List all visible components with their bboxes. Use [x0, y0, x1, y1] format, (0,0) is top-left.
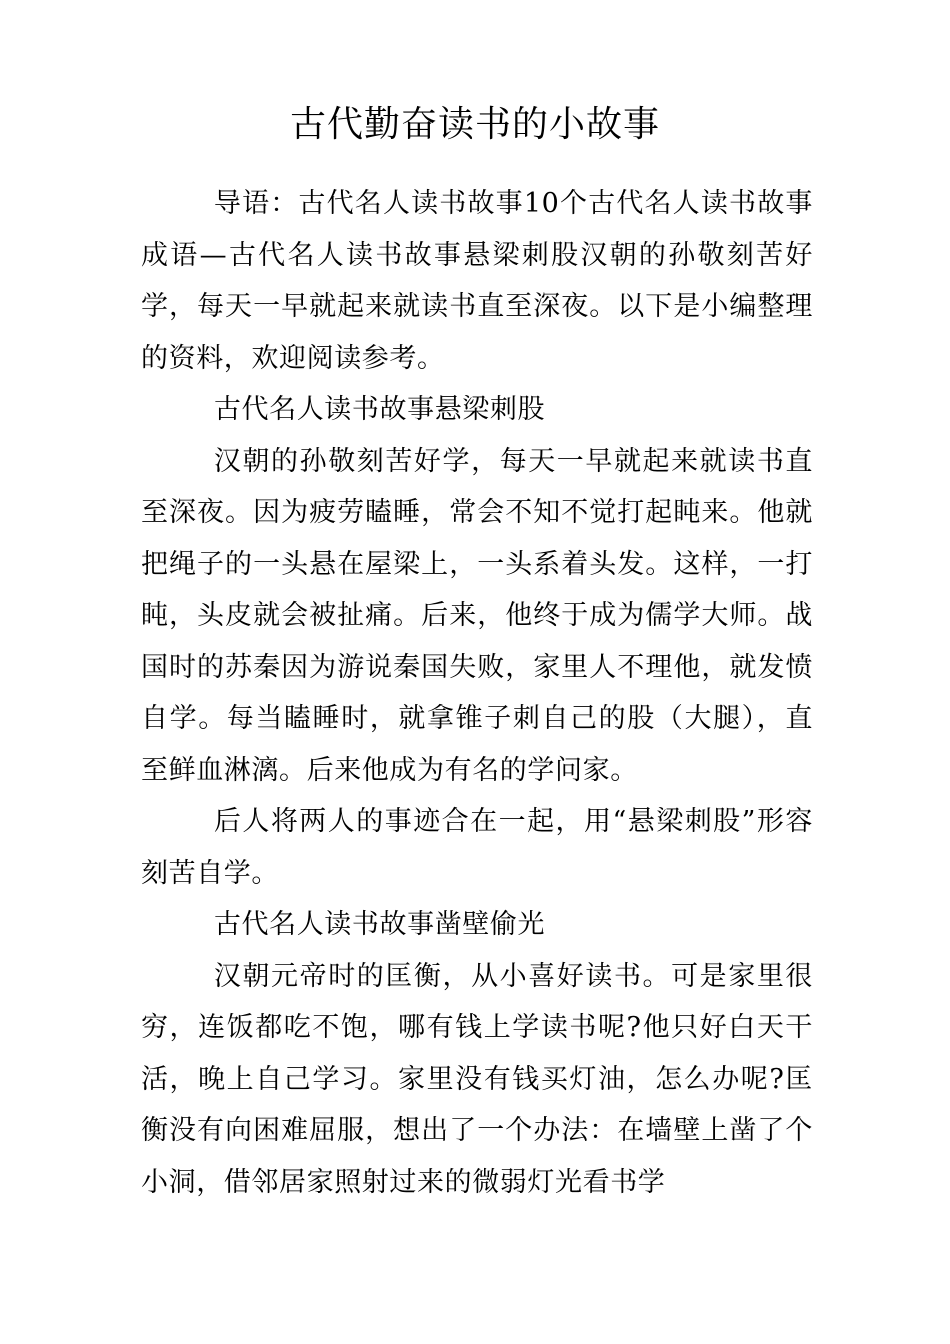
- document-body: [141, 178, 813, 1208]
- paragraph-xuanliang-story: 汉朝的孙敬刻苦好学，每天一早就起来就读书直至深夜。因为疲劳瞌睡，常会不知不觉打起盹来。他就把绳子的一头悬在屋梁上，一头系着头发。这样，一打盹，头皮就会被扯痛。后来，他终于成为儒学大师。战国时的苏秦因为游说秦国失败，家里人不理他，就发愤自学。每当瞌睡时，就拿锥子刺自己的股（大腿），直至鲜血淋漓。后来他成为有名的学问家。: [141, 445, 813, 786]
- paragraph-zaobi-story: 汉朝元帝时的匡衡，从小喜好读书。可是家里很穷，连饭都吃不饱，哪有钱上学读书呢?他只好白天干活，晚上自己学习。家里没有钱买灯油，怎么办呢?匡衡没有向困难屈服，想出了一个办法：在墙壁上凿了个小洞，借邻居家照射过来的微弱灯光看书学: [141, 960, 813, 1198]
- paragraph-intro: 导语：古代名人读书故事10个古代名人读书故事成语—古代名人读书故事悬梁刺股汉朝的孙敬刻苦好学，每天一早就起来就读书直至深夜。以下是小编整理的资料，欢迎阅读参考。: [141, 188, 813, 374]
- paragraph-xuanliang-summary: 后人将两人的事迹合在一起，用“悬梁刺股”形容刻苦自学。: [141, 806, 813, 889]
- section-heading-zaobi: 古代名人读书故事凿壁偷光: [213, 909, 546, 940]
- document-title: 古代勤奋读书的小故事: [289, 104, 660, 145]
- section-heading-xuanliang: 古代名人读书故事悬梁刺股: [213, 394, 546, 425]
